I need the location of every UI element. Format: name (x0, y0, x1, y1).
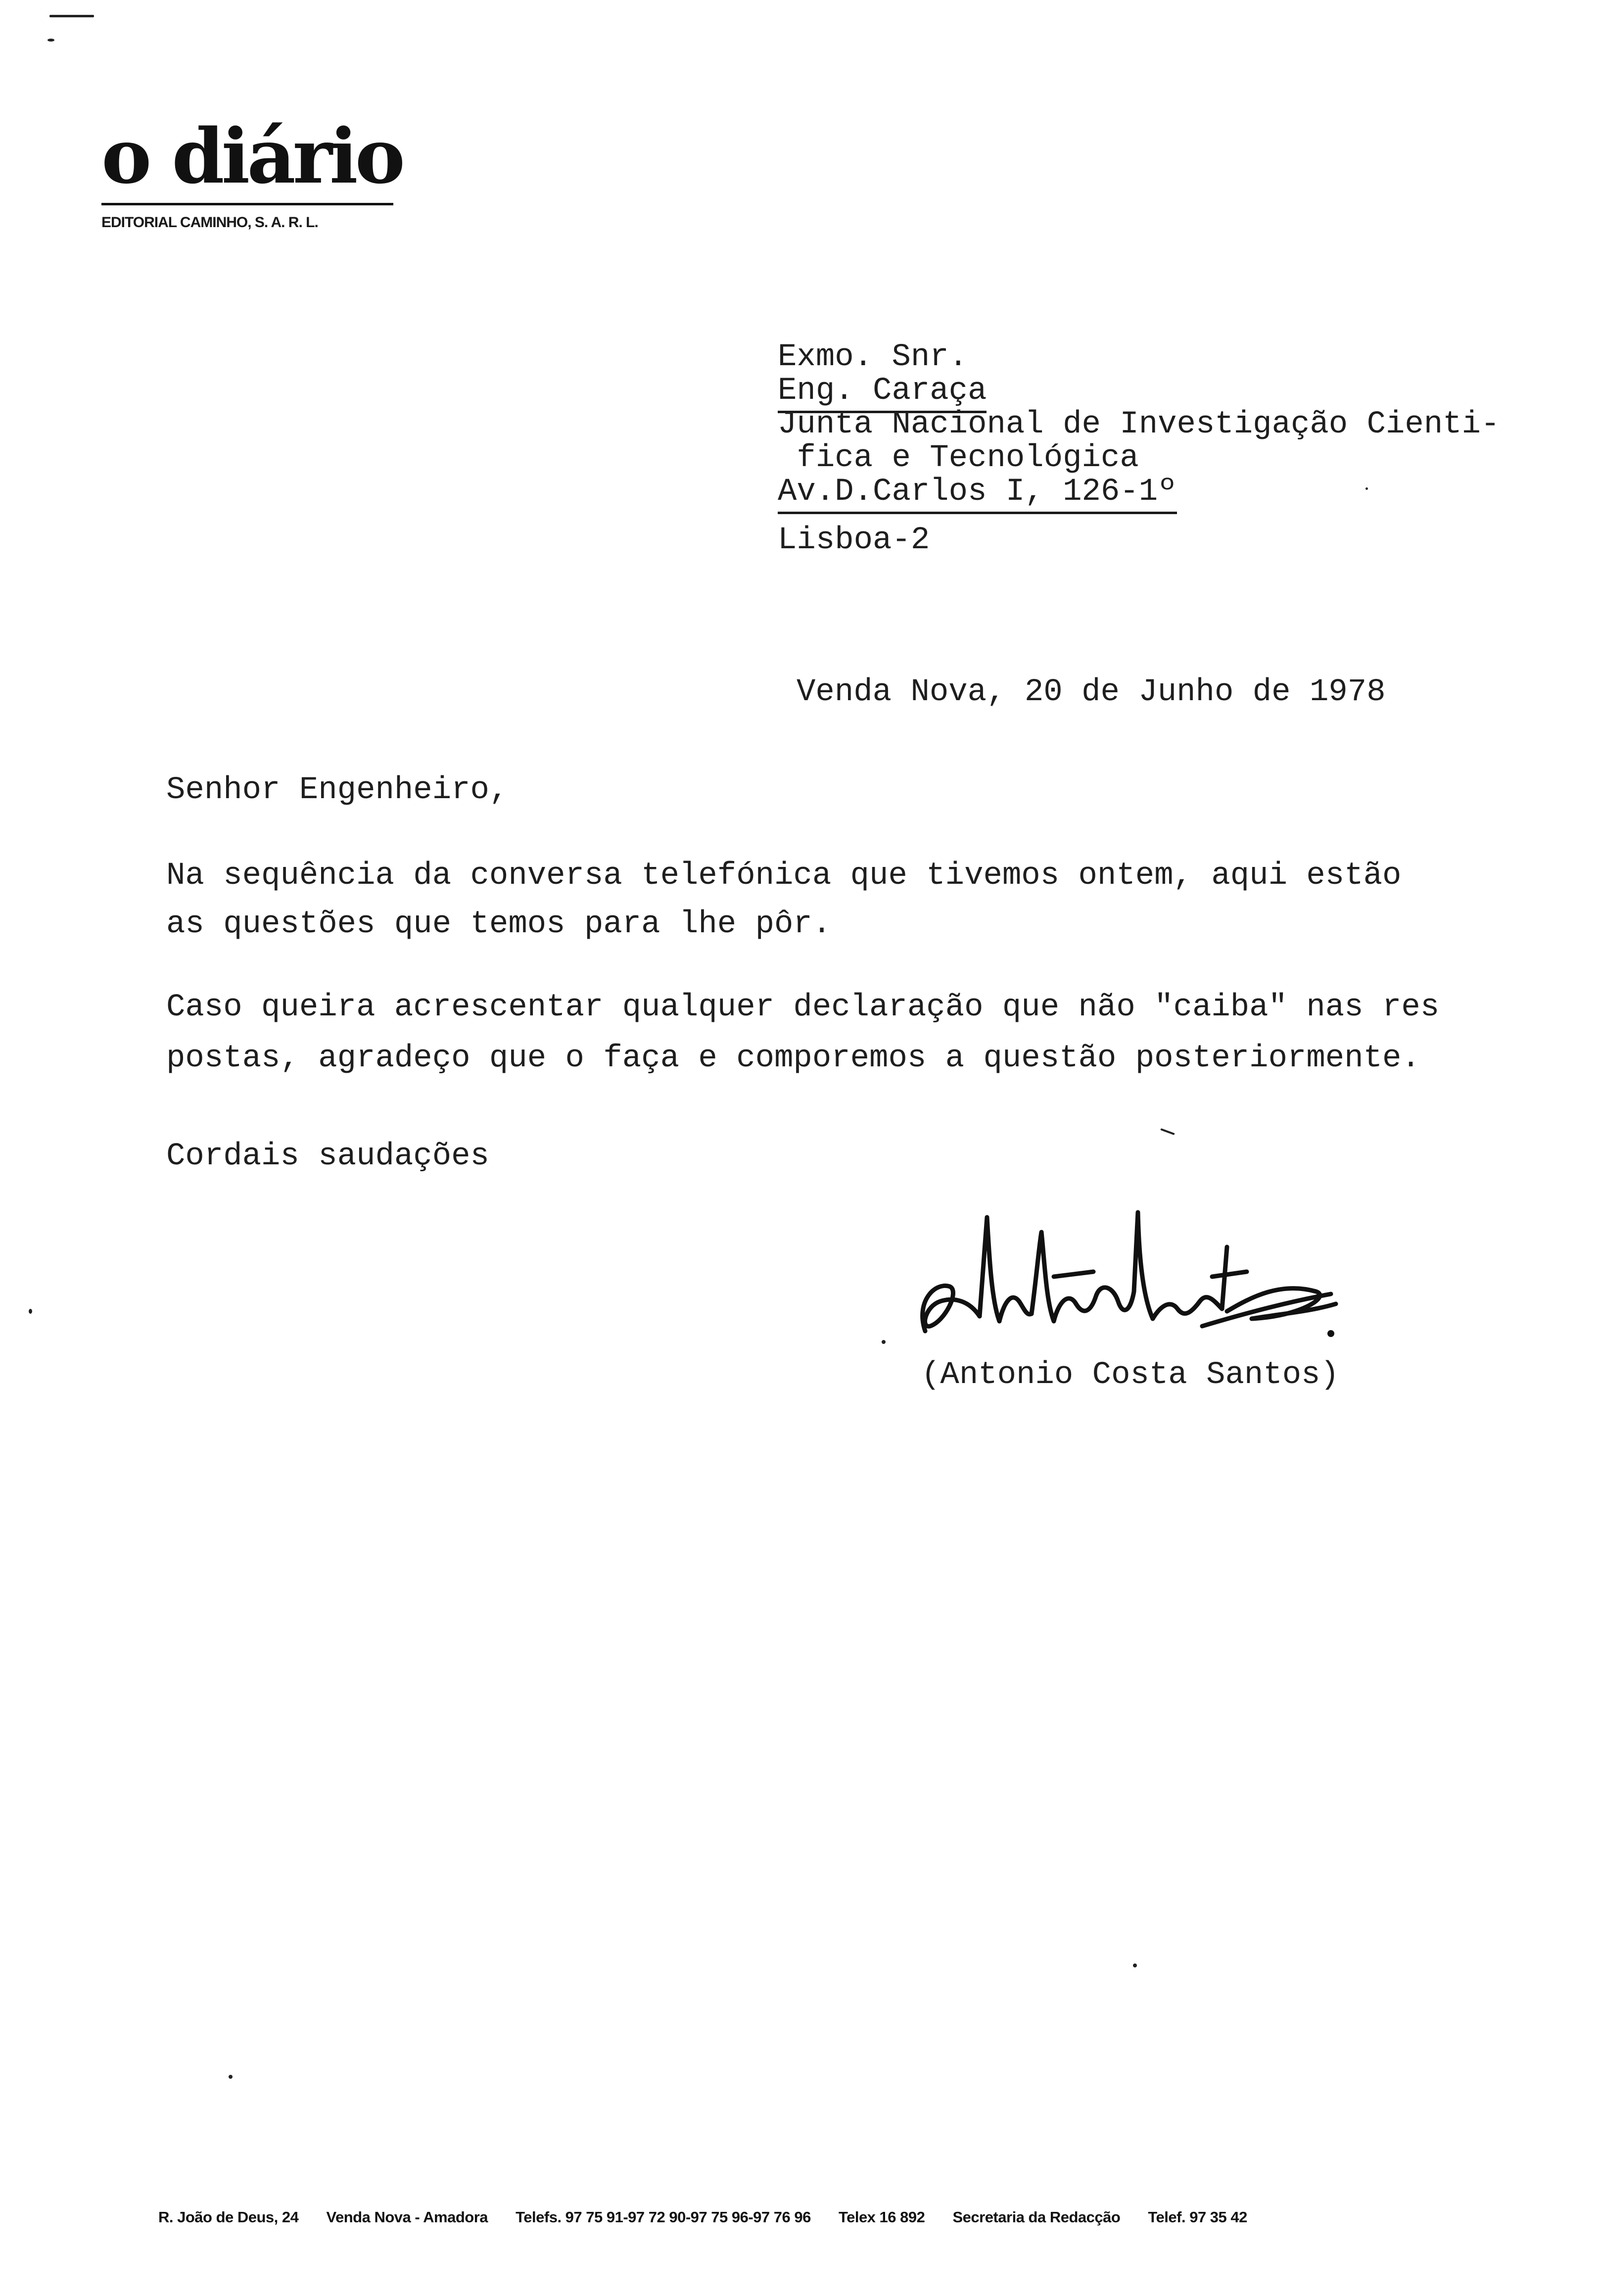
footer-newsroom: Secretaria da Redacção (952, 2208, 1121, 2226)
recipient-city: Lisboa-2 (778, 523, 930, 558)
footer-phones: Telefs. 97 75 91-97 72 90-97 75 96-97 76 96 (516, 2208, 811, 2226)
scan-speck (229, 2075, 233, 2079)
recipient-address-text: Av.D.Carlos I, 126-1º (778, 474, 1177, 514)
paragraph1-line1: Na sequência da conversa telefónica que tivemos ontem, aqui estão (166, 858, 1402, 894)
recipient-institution-line1: Junta Nacional de Investigação Cienti- (778, 407, 1500, 442)
recipient-name-text: Eng. Caraça (778, 373, 987, 413)
brand-logo: o diário (101, 112, 403, 200)
scan-mark (1160, 1128, 1175, 1135)
footer-address: R. João de Deus, 24 (158, 2208, 299, 2226)
scan-speck (47, 39, 54, 42)
recipient-institution-line2: fica e Tecnológica (778, 440, 1139, 476)
handwritten-signature (905, 1202, 1351, 1351)
footer-newsroom-phone: Telef. 97 35 42 (1148, 2208, 1247, 2226)
letterhead-footer (158, 2208, 1247, 2226)
closing: Cordais saudações (166, 1139, 489, 1174)
recipient-salutation: Exmo. Snr. (778, 339, 968, 375)
signed-name: (Antonio Costa Santos) (921, 1357, 1339, 1393)
date-line: Venda Nova, 20 de Junho de 1978 (797, 674, 1386, 710)
publisher-name: EDITORIAL CAMINHO, S. A. R. L. (101, 214, 318, 231)
brand-rule (101, 203, 393, 205)
scan-speck (29, 1309, 32, 1314)
scan-speck (1365, 487, 1368, 490)
paragraph2-line1: Caso queira acrescentar qualquer declaração que não "caiba" nas res (166, 990, 1440, 1025)
recipient-name (778, 375, 987, 407)
recipient-address (778, 476, 1177, 508)
signature-strokes (905, 1202, 1351, 1351)
scan-mark (49, 15, 94, 17)
footer-telex: Telex 16 892 (838, 2208, 925, 2226)
letterhead (101, 112, 403, 231)
scan-speck (1133, 1963, 1137, 1967)
paragraph2-line2: postas, agradeço que o faça e comporemos a questão posteriormente. (166, 1041, 1420, 1076)
scan-speck (882, 1340, 886, 1344)
paragraph1-line2: as questões que temos para lhe pôr. (166, 907, 832, 942)
footer-locality: Venda Nova - Amadora (326, 2208, 488, 2226)
greeting: Senhor Engenheiro, (166, 772, 509, 808)
